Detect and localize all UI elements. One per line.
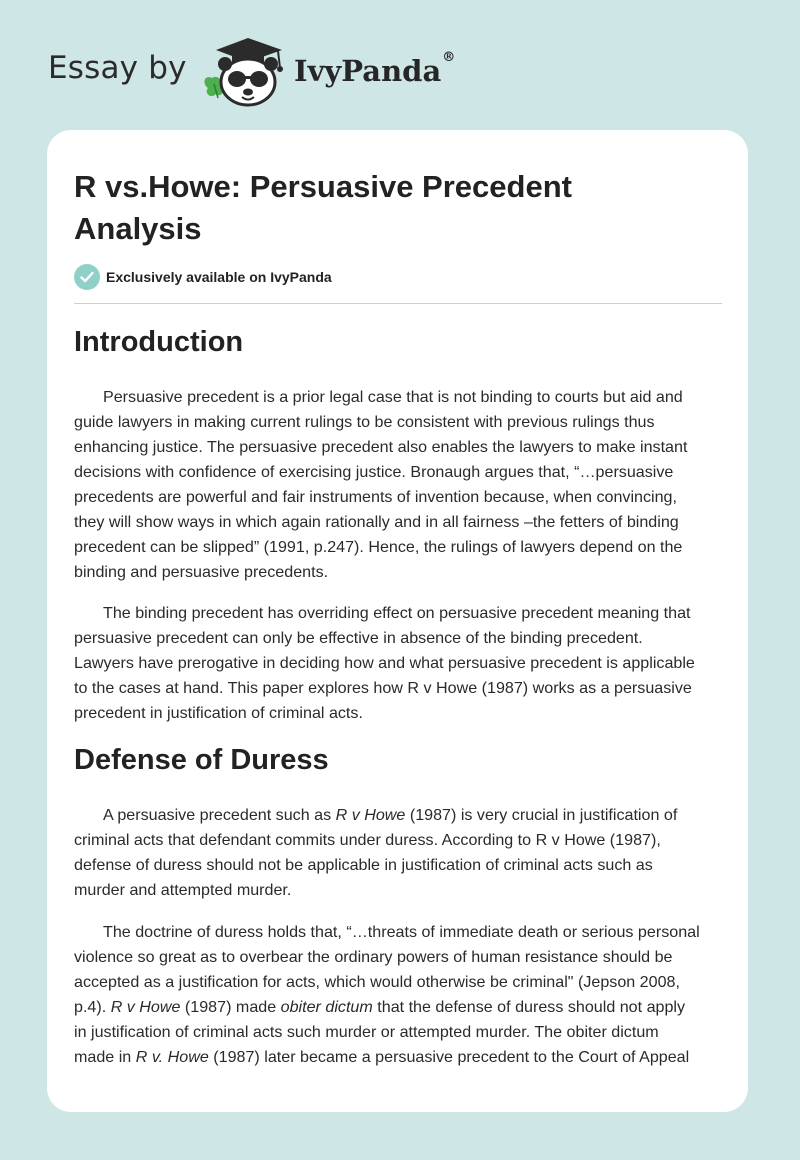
text-line: enhancing justice. The persuasive precedent also enables the lawyers to make instant — [74, 438, 688, 456]
text-run: A persuasive precedent such as — [103, 806, 336, 824]
text-line: they will show ways in which again rationally and in all fairness –the fetters of binding — [74, 513, 679, 531]
text-line — [74, 1045, 724, 1070]
divider — [74, 303, 722, 304]
paragraph — [74, 920, 724, 1070]
text-line: defense of duress should not be applicable in justification of criminal acts such as — [74, 856, 653, 874]
paragraph — [74, 601, 724, 726]
text-line: Lawyers have prerogative in deciding how and what persuasive precedent is applicable — [74, 654, 695, 672]
panda-logo-icon[interactable] — [198, 34, 292, 110]
text-line: decisions with confidence of exercising justice. Bronaugh argues that, “…persuasive — [74, 463, 674, 481]
registered-mark: ® — [442, 50, 456, 65]
text-run: p.4). — [74, 998, 111, 1016]
text-line: precedent can be slipped” (1991, p.247). Hence, the rulings of lawyers depend on the — [74, 538, 683, 556]
case-citation: R v. Howe — [135, 1048, 209, 1066]
text-line — [74, 995, 724, 1020]
latin-term: obiter dictum — [280, 998, 373, 1016]
title-line: R vs.Howe: Persuasive Precedent — [74, 169, 572, 204]
site-header — [0, 0, 800, 120]
text-line: murder and attempted murder. — [74, 881, 292, 899]
badge-label: Exclusively available on IvyPanda — [106, 269, 332, 285]
text-line: Persuasive precedent is a prior legal case that is not binding to courts but aid and — [103, 388, 683, 406]
article-card — [47, 130, 748, 1112]
paragraph — [74, 385, 724, 585]
text-line: criminal acts that defendant commits under duress. According to R v Howe (1987), — [74, 831, 661, 849]
text-line: precedent in justification of criminal acts. — [74, 704, 363, 722]
case-citation: R v Howe — [110, 998, 181, 1016]
text-line: precedents are powerful and fair instruments of invention because, when convincing, — [74, 488, 677, 506]
text-line: violence so great as to overbear the ordinary powers of human resistance should be — [74, 948, 673, 966]
title-line: Analysis — [74, 211, 202, 246]
case-citation: R v Howe — [335, 806, 406, 824]
exclusive-badge — [74, 264, 332, 290]
article-title — [74, 166, 674, 250]
text-run: made in — [74, 1048, 136, 1066]
essay-by-label: Essay by — [48, 50, 187, 86]
text-line: guide lawyers in making current rulings to be consistent with previous rulings thus — [74, 413, 655, 431]
check-icon — [74, 264, 100, 290]
text-line — [74, 803, 724, 828]
section-heading-introduction: Introduction — [74, 326, 244, 358]
text-line: accepted as a justification for acts, which would otherwise be criminal" (Jepson 2008, — [74, 973, 680, 991]
text-line: The binding precedent has overriding effect on persuasive precedent meaning that — [103, 604, 691, 622]
text-line: The doctrine of duress holds that, “…threats of immediate death or serious personal — [103, 923, 700, 941]
brand-name[interactable] — [294, 50, 456, 88]
section-heading-defense-of-duress: Defense of Duress — [74, 744, 329, 776]
text-line: to the cases at hand. This paper explores how R v Howe (1987) works as a persuasive — [74, 679, 692, 697]
text-line: in justification of criminal acts such murder or attempted murder. The obiter dictum — [74, 1023, 659, 1041]
brand-text: IvyPanda — [294, 54, 442, 88]
text-run: (1987) later became a persuasive precedent to the Court of Appeal — [208, 1048, 690, 1066]
text-run: that the defense of duress should not apply — [372, 998, 686, 1016]
text-run: (1987) made — [180, 998, 281, 1016]
text-line: binding and persuasive precedents. — [74, 563, 329, 581]
text-line: persuasive precedent can only be effective in absence of the binding precedent. — [74, 629, 643, 647]
paragraph — [74, 803, 724, 903]
text-run: (1987) is very crucial in justification of — [405, 806, 678, 824]
